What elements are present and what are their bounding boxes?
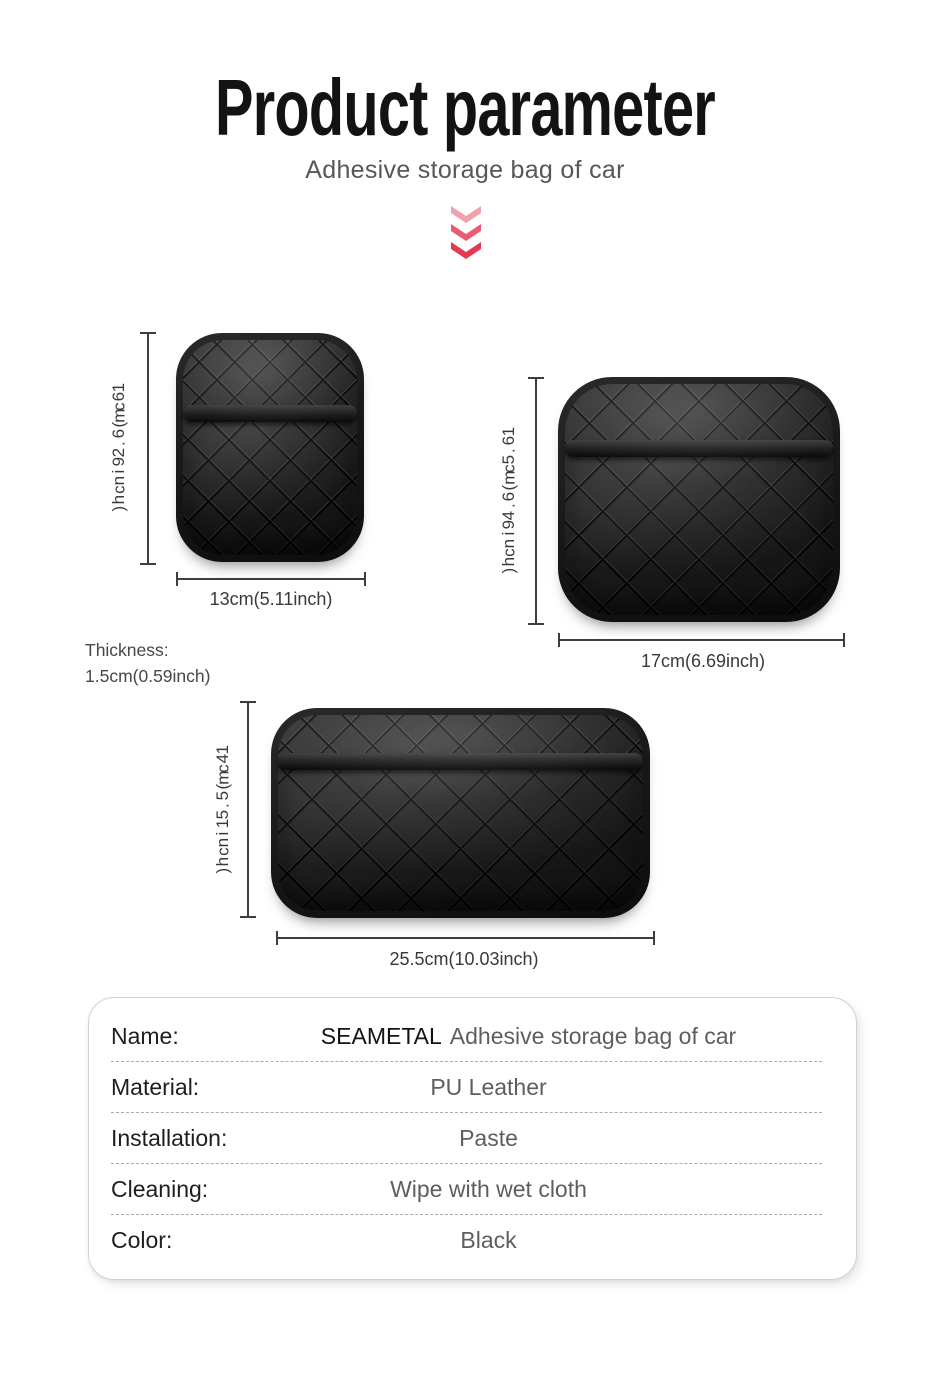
spec-row-cleaning	[111, 1164, 826, 1214]
small-bag-height-line	[147, 332, 149, 565]
triple-chevron-down-icon	[450, 206, 482, 262]
thickness-note	[85, 637, 210, 689]
spec-row-color	[111, 1215, 826, 1265]
large-bag-height-line	[247, 701, 249, 918]
small-bag-height-label: 1 6 c m ( 6 . 2 9 i n c h )	[109, 382, 129, 512]
spec-table	[88, 997, 857, 1280]
spec-label-color: Color:	[111, 1226, 173, 1253]
spec-label-material: Material:	[111, 1073, 200, 1100]
medium-bag-width-label: 17cm(6.69inch)	[640, 651, 766, 671]
large-bag-front-pocket	[278, 753, 643, 911]
small-bag-front-pocket	[183, 405, 357, 555]
storage-bag-large	[271, 708, 650, 918]
spec-value-name	[231, 1023, 826, 1050]
spec-value-cleaning: Wipe with wet cloth	[390, 1175, 587, 1202]
large-bag-width-line	[276, 937, 655, 939]
spec-row-name	[111, 1011, 826, 1061]
large-bag-width-label: 25.5cm(10.03inch)	[389, 949, 539, 969]
small-bag-width-line	[176, 578, 366, 580]
spec-value-installation: Paste	[459, 1124, 518, 1151]
spec-label-cleaning: Cleaning:	[111, 1175, 209, 1202]
page-title: Product parameter	[215, 63, 715, 152]
spec-value-material: PU Leather	[430, 1073, 547, 1100]
brand-name: SEAMETAL	[320, 1022, 442, 1049]
storage-bag-small	[176, 333, 364, 562]
small-bag-width-label: 13cm(5.11inch)	[209, 589, 333, 609]
medium-bag-front-pocket	[565, 440, 833, 615]
thickness-label: Thickness:	[85, 640, 169, 660]
spec-row-material	[111, 1062, 826, 1112]
medium-bag-height-line	[535, 377, 537, 625]
storage-bag-medium	[558, 377, 840, 622]
product-name: Adhesive storage bag of car	[449, 1022, 737, 1049]
large-bag-height-label: 1 4 c m ( 5 . 5 1 i n c h )	[213, 744, 233, 874]
page-subtitle: Adhesive storage bag of car	[305, 156, 625, 184]
spec-row-installation	[111, 1113, 826, 1163]
medium-bag-height-label: 1 6 . 5 c m ( 6 . 4 9 i n c h )	[499, 426, 519, 574]
spec-label-name: Name:	[111, 1022, 179, 1049]
spec-label-installation: Installation:	[111, 1124, 228, 1151]
medium-bag-width-line	[558, 639, 845, 641]
thickness-value: 1.5cm(0.59inch)	[85, 666, 211, 686]
spec-value-color: Black	[460, 1226, 517, 1253]
